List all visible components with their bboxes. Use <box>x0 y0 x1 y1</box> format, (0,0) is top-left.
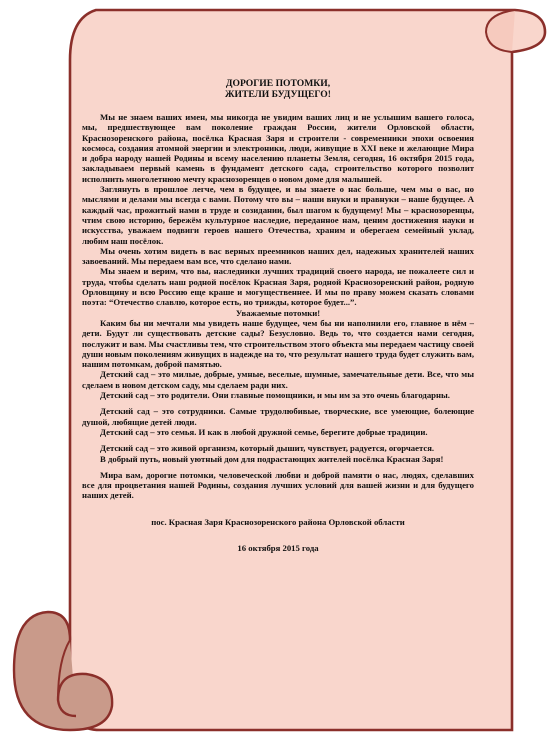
date: 16 октября 2015 года <box>237 542 319 553</box>
letter-title <box>82 78 474 100</box>
paragraph-9: Детский сад – это семья. И как в любой дружной семье, берегите добрые традиции. <box>100 426 428 437</box>
subtitle: Уважаемые потомки! <box>235 307 321 318</box>
letter-text <box>82 78 474 562</box>
paragraph-1: Мы не знаем ваших имен, мы никогда не увидим ваших лиц и не услышим вашего голоса, мы, предшествующее вам поколение граждан России, жители Орловской области, Краснозоренского района, посёлка Красная Заря и строители - современники эпохи освоения космоса, создания атомной энергии и электроники, люди, живущие в XXI веке и желающие Мира и добра народу нашей Родины и всему населению планеты Земля, сегодня, 16 октября 2015 года, закладываем первый камень в фундамент детского сада, строительство которого позволит исполнить многолетнюю мечту краснозоренцев о новом доме для малышей. <box>82 112 474 184</box>
paragraph-11: В добрый путь, новый уютный дом для подрастающих жителей посёлка Красная Заря! <box>100 453 444 464</box>
paragraph-4: Мы знаем и верим, что вы, наследники лучших традиций своего народа, не пожалеете сил и труда, чтобы сделать наш родной посёлок Красная Заря, родной Краснозоренский район, родную Орловщину и всю Россию еще краше и могущественнее. И мы по праву можем сказать словами поэта: “Отечество славлю, которое есть, но трижды, которое будет...”. <box>82 266 474 308</box>
paragraph-12: Мира вам, дорогие потомки, человеческой любви и доброй памяти о нас, людях, сделавших все для процветания нашей Родины, создания лучших условий для вашей жизни и для будущего наших детей. <box>82 469 474 501</box>
paragraph-10: Детский сад – это живой организм, который дышит, чувствует, радуется, огорчается. <box>100 443 435 454</box>
title-line-1: ДОРОГИЕ ПОТОМКИ, <box>225 78 331 89</box>
paragraph-5: Каким бы ни мечтали мы увидеть наше будущее, чем бы ни наполнили его, главное в нём – дети. Будут ли существовать детские сады? Безусловно. Ведь то, что создается нами сегодня, послужит и вам. Мы счастливы тем, что строительством этого объекта мы передаем частицу своей души новым поколениям живущих в надежде на то, что результат нашего труда будет служить вам, нашим потомкам, доброй памятью. <box>82 317 474 370</box>
title-line-2: ЖИТЕЛИ БУДУЩЕГО! <box>225 89 331 100</box>
paragraph-7: Детский сад – это родители. Они главные помощники, и мы им за это очень благодарны. <box>100 390 450 401</box>
paragraph-3: Мы очень хотим видеть в вас верных преемников наших дел, надежных хранителей наших завоеваний. Мы передаем вам все, что сделано нами. <box>82 245 474 267</box>
paragraph-6: Детский сад – это милые, добрые, умные, веселые, шумные, замечательные дети. Все, что мы сделаем в новом детском саду, мы сделаем ради них. <box>82 369 474 390</box>
paragraph-8: Детский сад – это сотрудники. Самые трудолюбивые, творческие, все умеющие, болеющие душой, любящие детей люди. <box>82 406 474 427</box>
signature: пос. Красная Заря Краснозоренского района Орловской области <box>151 516 405 527</box>
paragraph-2: Заглянуть в прошлое легче, чем в будущее, и вы знаете о нас больше, чем мы о вас, но мыслями и делами мы всегда с вами. Потому что вы – наши внуки и правнуки – наше будущее. А каждый час, прожитый нами в труде и созидании, был шагом к будущему! Мы – краснозоренцы, чтим свою историю, бережём культурное наследие, переданное нам, ценим достижения науки и искусства, уважаем подвиги героев нашего Отечества, храним и оберегаем семейный уклад, любим наш посёлок. <box>82 184 474 246</box>
